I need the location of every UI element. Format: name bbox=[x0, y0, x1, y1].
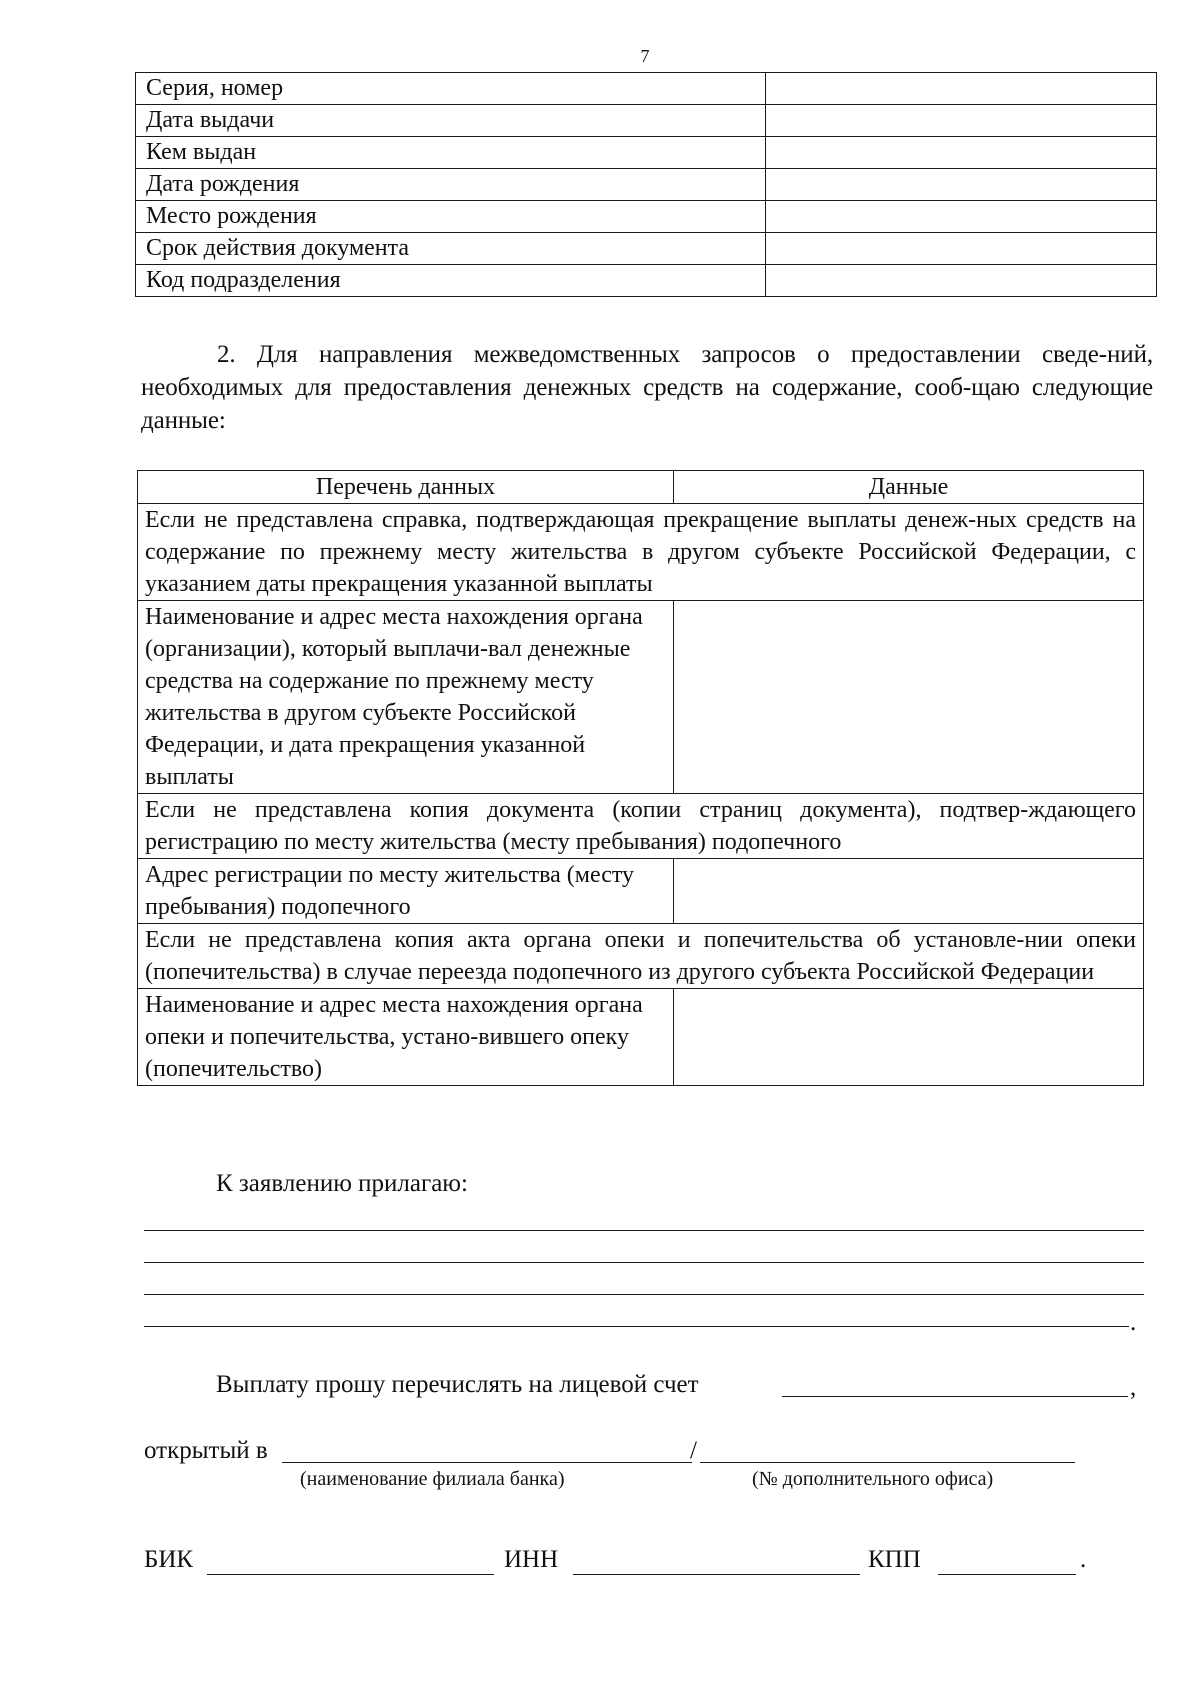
kpp-label: КПП bbox=[868, 1546, 921, 1573]
bik-line[interactable] bbox=[207, 1574, 494, 1575]
passport-field-value-cell[interactable] bbox=[766, 105, 1157, 137]
passport-field-label: Срок действия документа bbox=[136, 233, 766, 265]
attachments-end-period: . bbox=[1130, 1309, 1137, 1336]
kpp-line[interactable] bbox=[938, 1574, 1076, 1575]
field-row bbox=[138, 859, 1144, 924]
opened-in-label: открытый в bbox=[144, 1437, 268, 1464]
passport-field-value-cell[interactable] bbox=[766, 265, 1157, 297]
passport-field-label: Кем выдан bbox=[136, 137, 766, 169]
passport-field-value-cell[interactable] bbox=[766, 233, 1157, 265]
field-1-label: Наименование и адрес места нахождения органа (организации), который выплачи-вал денежные средства на содержание по прежнему месту жительства в другом субъекте Российской Федерации, и дата прекращения указанной выплаты bbox=[138, 601, 674, 794]
additional-office-caption: (№ дополнительного офиса) bbox=[752, 1468, 994, 1490]
section-1-text: Если не представлена справка, подтверждающая прекращение выплаты денеж-ных средств на содержание по прежнему месту жительства в другом субъекте Российской Федерации, с указанием даты прекращения указанной выплаты bbox=[138, 504, 1144, 601]
page-number: 7 bbox=[640, 46, 650, 66]
codes-end-period: . bbox=[1080, 1546, 1087, 1573]
bank-branch-caption: (наименование филиала банка) bbox=[300, 1468, 565, 1490]
section-2-text: Если не представлена копия документа (копии страниц документа), подтвер-ждающего регистрацию по месту жительства (месту пребывания) подопечного bbox=[138, 794, 1144, 859]
passport-field-value-cell[interactable] bbox=[766, 137, 1157, 169]
passport-field-label: Код подразделения bbox=[136, 265, 766, 297]
passport-row bbox=[136, 73, 1157, 105]
paragraph-2-text: 2. Для направления межведомственных запросов о предоставлении сведе-ний, необходимых для предоставления денежных средств на содержание, сооб-щаю следующие данные: bbox=[141, 341, 1153, 434]
attachments-label: К заявлению прилагаю: bbox=[216, 1170, 468, 1197]
table-header-row bbox=[138, 471, 1144, 504]
paragraph-2 bbox=[141, 338, 1153, 437]
account-comma: , bbox=[1130, 1374, 1137, 1401]
bik-label: БИК bbox=[144, 1546, 194, 1573]
section-row bbox=[138, 794, 1144, 859]
attachment-line-2[interactable] bbox=[144, 1262, 1144, 1263]
header-list-of-data: Перечень данных bbox=[138, 471, 674, 504]
passport-row bbox=[136, 201, 1157, 233]
field-1-value-cell[interactable] bbox=[674, 601, 1144, 794]
passport-row bbox=[136, 105, 1157, 137]
field-row bbox=[138, 601, 1144, 794]
passport-field-label: Место рождения bbox=[136, 201, 766, 233]
passport-field-label: Дата рождения bbox=[136, 169, 766, 201]
passport-field-value-cell[interactable] bbox=[766, 73, 1157, 105]
interagency-data-table bbox=[137, 470, 1144, 1086]
passport-field-label: Серия, номер bbox=[136, 73, 766, 105]
header-data: Данные bbox=[674, 471, 1144, 504]
section-3-text: Если не представлена копия акта органа опеки и попечительства об установле-нии опеки (попечительства) в случае переезда подопечного из другого субъекта Российской Федерации bbox=[138, 924, 1144, 989]
attachment-line-1[interactable] bbox=[144, 1230, 1144, 1231]
field-2-value-cell[interactable] bbox=[674, 859, 1144, 924]
bank-branch-line[interactable] bbox=[282, 1462, 692, 1463]
field-3-label: Наименование и адрес места нахождения органа опеки и попечительства, устано-вившего опеку (попечительство) bbox=[138, 989, 674, 1086]
branch-office-slash: / bbox=[690, 1437, 697, 1464]
inn-label: ИНН bbox=[504, 1546, 559, 1573]
passport-row bbox=[136, 137, 1157, 169]
additional-office-line[interactable] bbox=[700, 1462, 1075, 1463]
passport-field-value-cell[interactable] bbox=[766, 169, 1157, 201]
field-2-label: Адрес регистрации по месту жительства (месту пребывания) подопечного bbox=[138, 859, 674, 924]
passport-details-table bbox=[135, 72, 1157, 297]
attachment-line-3[interactable] bbox=[144, 1294, 1144, 1295]
account-number-line[interactable] bbox=[782, 1396, 1128, 1397]
inn-line[interactable] bbox=[573, 1574, 860, 1575]
field-row bbox=[138, 989, 1144, 1086]
section-row bbox=[138, 504, 1144, 601]
section-row bbox=[138, 924, 1144, 989]
passport-row bbox=[136, 169, 1157, 201]
passport-row bbox=[136, 265, 1157, 297]
field-3-value-cell[interactable] bbox=[674, 989, 1144, 1086]
attachment-line-4[interactable] bbox=[144, 1326, 1129, 1327]
passport-row bbox=[136, 233, 1157, 265]
account-label: Выплату прошу перечислять на лицевой счет bbox=[216, 1371, 699, 1398]
passport-field-label: Дата выдачи bbox=[136, 105, 766, 137]
passport-field-value-cell[interactable] bbox=[766, 201, 1157, 233]
